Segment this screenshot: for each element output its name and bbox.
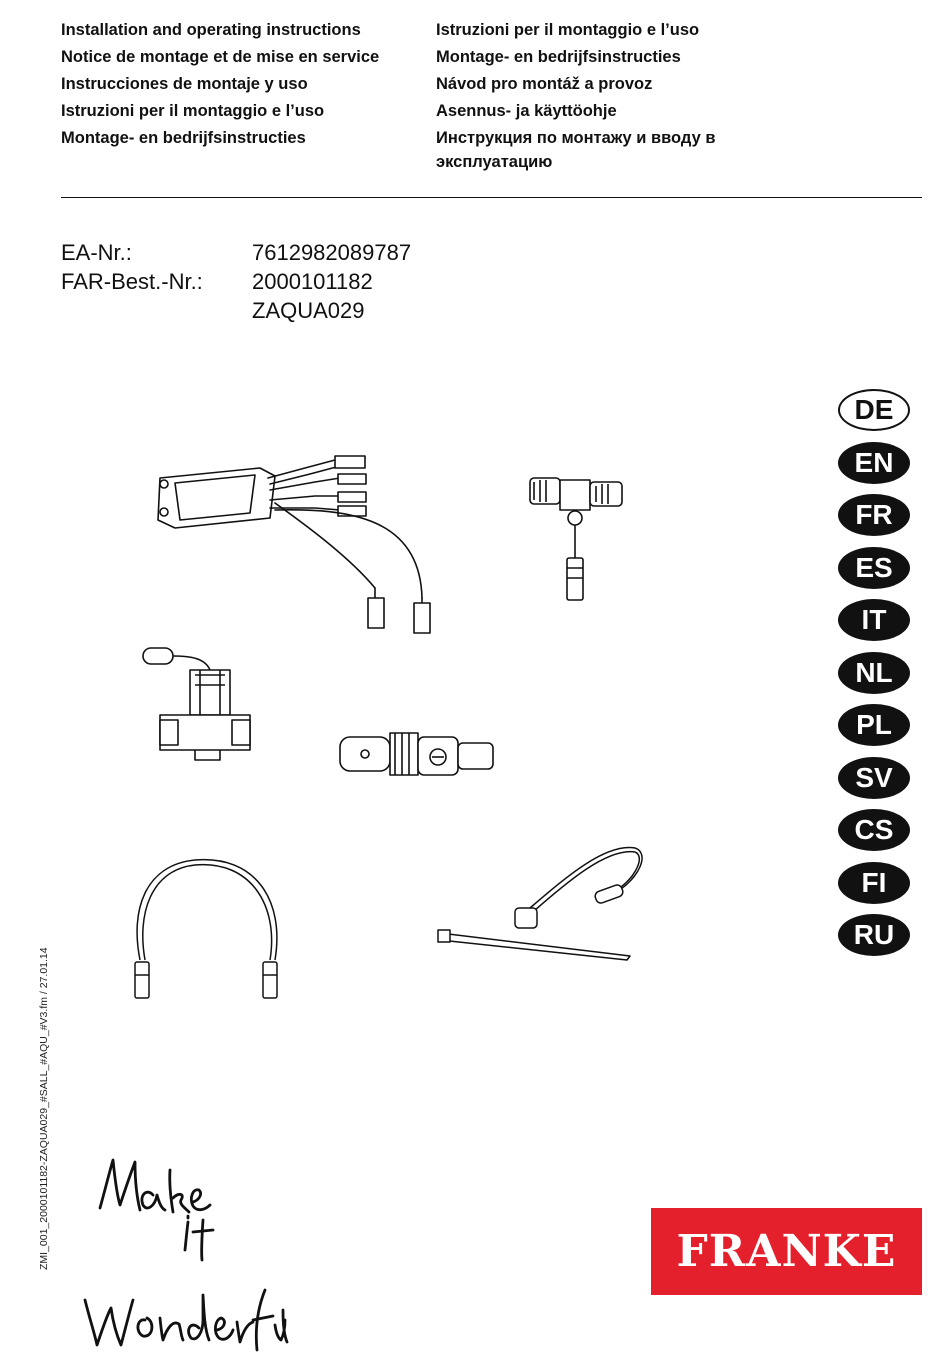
title-fi: Asennus- ja käyttöohje (436, 102, 617, 120)
title-en: Installation and operating instructions (61, 21, 361, 39)
article-number-values (252, 238, 411, 325)
lang-badge-en: EN (838, 442, 910, 484)
title-es: Instrucciones de montaje y uso (61, 75, 308, 93)
control-box-drawing (150, 448, 440, 638)
header-divider (61, 197, 922, 198)
lang-badge-it: IT (838, 599, 910, 641)
title-it: Istruzioni per il montaggio e l’uso (436, 21, 700, 39)
file-reference: ZMI_001_2000101182-ZAQUA029_#SALL_#AQU_#V3.fm / 27.01.14 (38, 947, 50, 1270)
article-number-labels (61, 238, 203, 296)
lang-badge-fr: FR (838, 494, 910, 536)
lang-badge-sv: SV (838, 757, 910, 799)
solenoid-valve-drawing (135, 640, 255, 770)
far-label: FAR-Best.-Nr.: (61, 269, 203, 294)
lang-badge-nl: NL (838, 652, 910, 694)
lang-badge-fi: FI (838, 862, 910, 904)
model-number: ZAQUA029 (252, 298, 365, 323)
t-connector-drawing (520, 468, 630, 618)
ea-label: EA-Nr.: (61, 240, 132, 265)
ball-valve-drawing (335, 725, 500, 785)
lang-badge-ru: RU (838, 914, 910, 956)
title-ru-line1: Инструкция по монтажу и вводу в (436, 129, 716, 147)
title-cs: Návod pro montáž a provoz (436, 75, 653, 93)
title-ru-line2: эксплуатацию (436, 153, 553, 171)
lang-badge-de: DE (838, 389, 910, 431)
title-nl: Montage- en bedrijfsinstructies (61, 129, 306, 147)
franke-logo (651, 1208, 922, 1295)
title-nl: Montage- en bedrijfsinstructies (436, 48, 681, 66)
sensor-cable-drawing (435, 838, 655, 968)
lang-badge-es: ES (838, 547, 910, 589)
lang-badge-cs: CS (838, 809, 910, 851)
title-fr: Notice de montage et de mise en service (61, 48, 380, 66)
extension-cable-drawing (125, 850, 295, 1010)
lang-badge-pl: PL (838, 704, 910, 746)
title-list-left (61, 17, 379, 152)
slogan-script (75, 1150, 290, 1355)
ea-value: 7612982089787 (252, 240, 412, 265)
title-it: Istruzioni per il montaggio e l’uso (61, 102, 325, 120)
brand-name: FRANKE (676, 1226, 897, 1277)
title-list-right (436, 17, 716, 172)
far-value: 2000101182 (252, 269, 373, 294)
language-badges (838, 389, 910, 967)
